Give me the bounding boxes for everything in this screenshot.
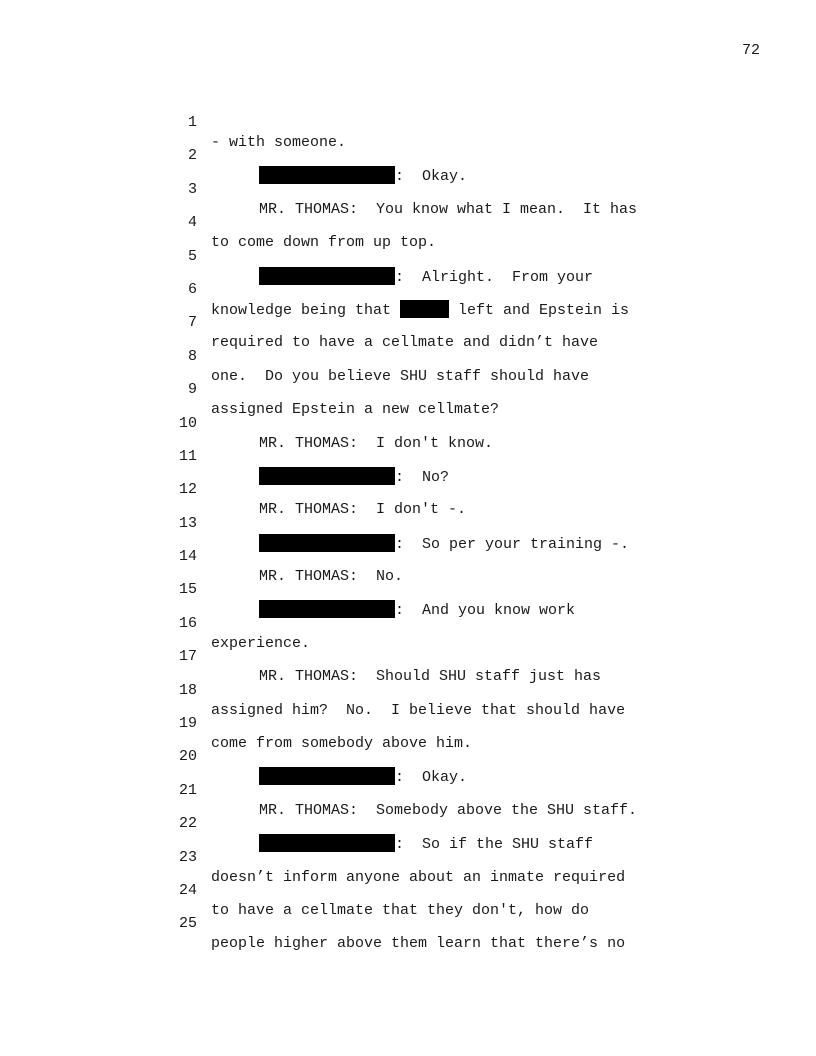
line-number: 19	[178, 715, 197, 733]
transcript-line	[0, 360, 816, 419]
speaker-text: : So if the SHU staff	[395, 836, 594, 854]
line-text: people higher above them learn that there’s no	[211, 935, 626, 953]
line-number: 13	[178, 514, 197, 532]
line-number: 12	[178, 481, 197, 499]
transcript-line	[0, 627, 816, 686]
line-number: 17	[178, 648, 197, 666]
line-text: assigned Epstein a new cellmate?	[211, 401, 500, 419]
line-number: 18	[178, 681, 197, 699]
line-text: MR. THOMAS: Should SHU staff just has	[259, 668, 602, 686]
line-number: 4	[187, 214, 197, 232]
line-text: MR. THOMAS: I don't -.	[259, 501, 467, 519]
transcript-line	[0, 527, 816, 586]
line-text: MR. THOMAS: You know what I mean. It has	[259, 200, 638, 218]
speaker-text: : Alright. From your	[395, 268, 594, 286]
line-number: 7	[187, 314, 197, 332]
line-text: MR. THOMAS: No.	[259, 568, 404, 586]
line-text: one. Do you believe SHU staff should have	[211, 367, 590, 385]
transcript-line	[0, 293, 816, 352]
line-number: 5	[187, 247, 197, 265]
transcript-line	[0, 661, 816, 719]
transcript-line	[0, 694, 816, 753]
line-number: 23	[178, 848, 197, 866]
transcript-line	[0, 160, 816, 218]
speaker-text: : Okay.	[395, 168, 468, 186]
line-number: 2	[187, 147, 197, 165]
transcript-body	[0, 93, 816, 953]
transcript-line	[0, 460, 816, 519]
line-text: MR. THOMAS: I don't know.	[259, 434, 494, 452]
transcript-line	[0, 794, 816, 854]
line-number: 14	[178, 548, 197, 566]
transcript-line	[0, 394, 816, 452]
transcript-line	[0, 193, 816, 252]
line-text: doesn’t inform anyone about an inmate required	[211, 868, 626, 886]
line-number: 9	[187, 381, 197, 399]
line-number: 10	[178, 414, 197, 432]
line-number: 16	[178, 614, 197, 632]
line-number: 21	[178, 781, 197, 799]
line-number: 15	[178, 581, 197, 599]
line-number: 20	[178, 748, 197, 766]
line-text: come from somebody above him.	[211, 735, 473, 753]
transcript-line	[0, 327, 816, 385]
line-text: MR. THOMAS: Somebody above the SHU staff.	[259, 801, 638, 819]
transcript-line	[0, 260, 816, 319]
line-number: 6	[187, 280, 197, 298]
transcript-line	[0, 427, 816, 486]
line-number: 11	[178, 447, 197, 465]
line-text: to come down from up top.	[211, 234, 437, 252]
transcript-line	[0, 894, 816, 953]
transcript-line	[0, 828, 816, 886]
line-number: 24	[178, 881, 197, 899]
line-number: 22	[178, 815, 197, 833]
transcript-line	[0, 727, 816, 787]
speaker-text: : Okay.	[395, 769, 468, 787]
transcript-line	[0, 761, 816, 819]
line-text: required to have a cellmate and didn’t have	[211, 334, 599, 352]
line-number: 3	[187, 180, 197, 198]
transcript-line	[0, 494, 816, 553]
transcript-line	[0, 560, 816, 620]
transcript-line	[0, 227, 816, 286]
speaker-text: : And you know work	[395, 602, 576, 620]
speaker-text: : So per your training -.	[395, 535, 630, 553]
page-number: 72	[742, 42, 761, 59]
line-text: - with someone.	[211, 134, 347, 151]
line-text-after: left and Epstein is	[449, 301, 630, 319]
speaker-text: : No?	[395, 468, 450, 486]
transcript-line	[0, 126, 816, 186]
transcript-line	[0, 93, 816, 151]
line-number: 1	[187, 114, 197, 131]
line-text: assigned him? No. I believe that should have	[211, 701, 626, 719]
line-text-before: knowledge being that	[211, 301, 401, 319]
transcript-line	[0, 861, 816, 919]
line-number: 25	[178, 915, 197, 933]
line-number: 8	[187, 347, 197, 365]
line-text: to have a cellmate that they don't, how do	[211, 901, 590, 919]
line-text: experience.	[211, 634, 311, 652]
transcript-line	[0, 594, 816, 652]
